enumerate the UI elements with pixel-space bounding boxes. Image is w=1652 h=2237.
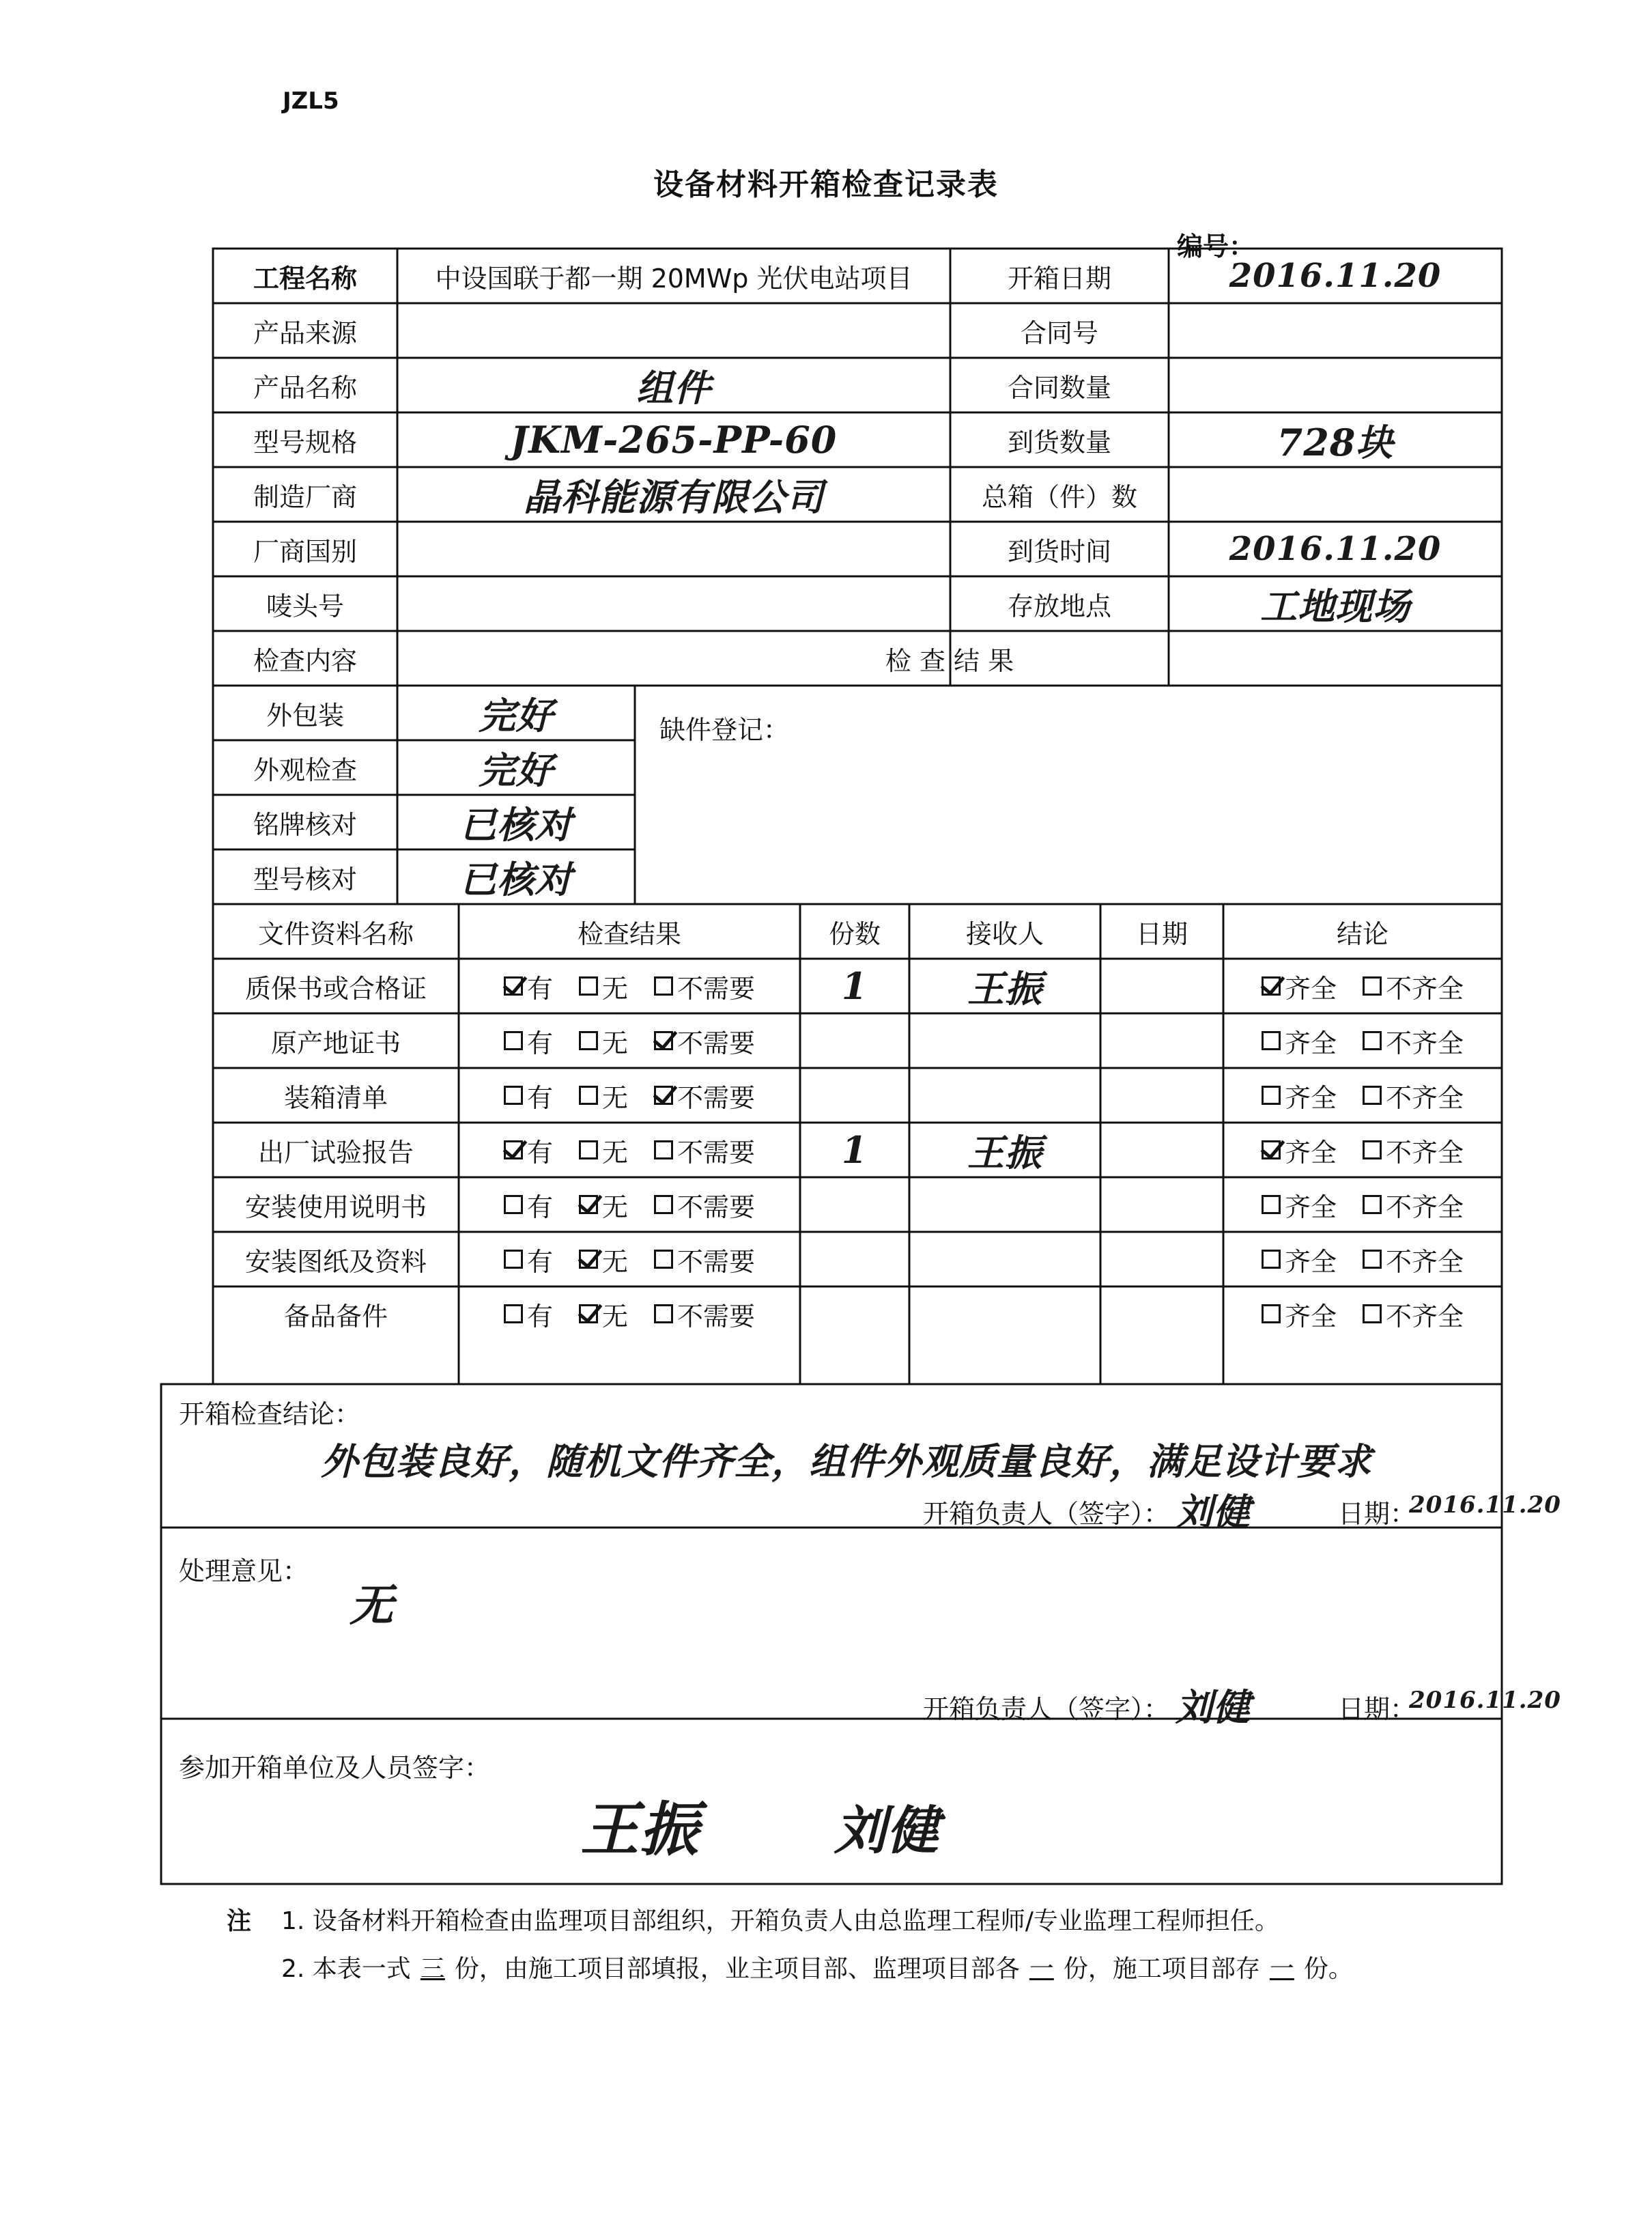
handling-date-label: 日期： <box>1338 1694 1416 1724</box>
doc-row-6-not_needed-label: 不需要 <box>677 1246 756 1277</box>
doc-row-1-name: 质保书或合格证 <box>244 973 427 1004</box>
doc-row-2-option-incomplete[interactable] <box>1363 1022 1464 1060</box>
doc-row-4-check-result <box>459 1123 800 1177</box>
doc-row-7-none-label: 无 <box>601 1301 628 1332</box>
doc-row-2-option-none[interactable] <box>579 1022 628 1060</box>
label-total-boxes: 总箱（件）数 <box>981 481 1137 512</box>
notes-line-2 <box>281 1950 1353 1984</box>
doc-row-1-option-not_needed[interactable] <box>654 968 755 1005</box>
doc-row-5-not_needed-label: 不需要 <box>677 1192 756 1222</box>
doc-row-5-none-checkbox[interactable] <box>579 1195 598 1214</box>
doc-row-6-option-complete[interactable] <box>1262 1241 1337 1278</box>
doc-row-6-none-checkbox[interactable] <box>579 1250 598 1269</box>
conclusion-date: 2016.11.20 <box>1409 1491 1561 1519</box>
doc-row-4-copies: 1 <box>841 1128 868 1172</box>
label-product-name: 产品名称 <box>253 372 357 403</box>
doc-row-3-incomplete-label: 不齐全 <box>1386 1082 1464 1113</box>
doc-row-7-complete-label: 齐全 <box>1284 1301 1337 1332</box>
conclusion-signature: 刘健 <box>1176 1490 1251 1534</box>
participant-signature-1: 王振 <box>580 1795 699 1864</box>
doc-row-7-not_needed-label: 不需要 <box>677 1301 756 1332</box>
doc-row-2-not_needed-label: 不需要 <box>677 1028 756 1058</box>
doc-row-3-none-label: 无 <box>601 1082 628 1113</box>
handling-signature: 刘健 <box>1176 1685 1251 1729</box>
doc-row-2-name: 原产地证书 <box>270 1028 401 1058</box>
doc-row-2-date <box>1100 1013 1223 1068</box>
docs-header-check: 检查结果 <box>577 918 681 949</box>
conclusion-label: 开箱检查结论： <box>179 1399 361 1429</box>
doc-row-7-complete-checkbox[interactable] <box>1262 1304 1281 1323</box>
doc-row-4-none-checkbox[interactable] <box>579 1140 598 1159</box>
doc-row-2-copies <box>800 1013 909 1068</box>
doc-row-5-option-none[interactable] <box>579 1186 628 1224</box>
doc-row-4-incomplete-label: 不齐全 <box>1386 1137 1464 1168</box>
doc-row-3-option-complete[interactable] <box>1262 1077 1337 1114</box>
doc-row-3-date <box>1100 1068 1223 1123</box>
handling-date: 2016.11.20 <box>1409 1687 1561 1714</box>
doc-row-2-incomplete-checkbox[interactable] <box>1363 1031 1382 1050</box>
label-inspection-content: 检查内容 <box>253 645 357 676</box>
doc-row-6-complete-checkbox[interactable] <box>1262 1250 1281 1269</box>
page-title: 设备材料开箱检查记录表 <box>653 167 999 202</box>
doc-row-4-have-checkbox[interactable] <box>504 1140 523 1159</box>
doc-row-5-complete-label: 齐全 <box>1284 1192 1337 1222</box>
doc-row-1-complete-checkbox[interactable] <box>1262 976 1281 996</box>
notes-copies-total: 三 <box>420 1955 445 1983</box>
doc-row-2-incomplete-label: 不齐全 <box>1386 1028 1464 1058</box>
doc-row-7-check-result <box>459 1286 800 1341</box>
label-contract-quantity: 合同数量 <box>1007 372 1111 403</box>
doc-row-6-option-not_needed[interactable] <box>654 1241 755 1278</box>
doc-row-2-have-label: 有 <box>526 1028 553 1058</box>
label-model-check: 型号核对 <box>253 864 357 895</box>
label-open-date: 开箱日期 <box>1007 263 1111 294</box>
doc-row-7-have-label: 有 <box>526 1301 553 1332</box>
docs-header-receiver: 接收人 <box>965 918 1044 949</box>
doc-row-2-option-have[interactable] <box>504 1022 553 1060</box>
doc-row-6-option-have[interactable] <box>504 1241 553 1278</box>
label-shipping-mark: 唛头号 <box>266 591 344 621</box>
doc-row-6-conclusion <box>1223 1232 1502 1286</box>
doc-row-6-option-incomplete[interactable] <box>1363 1241 1464 1278</box>
value-arrival-time: 2016.11.20 <box>1229 530 1442 568</box>
notes-line-1: 1. 设备材料开箱检查由监理项目部组织，开箱负责人由总监理工程师/专业监理工程师担任。 <box>281 1907 1279 1935</box>
doc-row-1-option-incomplete[interactable] <box>1363 968 1464 1005</box>
notes-prefix: 注 <box>227 1907 252 1935</box>
doc-row-7-option-none[interactable] <box>579 1295 628 1333</box>
doc-row-3-incomplete-checkbox[interactable] <box>1363 1086 1382 1105</box>
doc-row-7-not_needed-checkbox[interactable] <box>654 1304 673 1323</box>
docs-header-copies: 份数 <box>828 918 881 949</box>
doc-row-4-conclusion <box>1223 1123 1502 1177</box>
doc-row-1-option-complete[interactable] <box>1262 968 1337 1005</box>
doc-row-5-have-checkbox[interactable] <box>504 1195 523 1214</box>
doc-row-2-not_needed-checkbox[interactable] <box>654 1031 673 1050</box>
doc-row-1-option-have[interactable] <box>504 968 553 1005</box>
doc-row-2-receiver <box>909 1013 1100 1068</box>
doc-row-1-not_needed-checkbox[interactable] <box>654 976 673 996</box>
doc-row-2-option-not_needed[interactable] <box>654 1022 755 1060</box>
docs-header-date: 日期 <box>1135 918 1188 949</box>
doc-row-1-check-result <box>459 959 800 1013</box>
doc-row-4-incomplete-checkbox[interactable] <box>1363 1140 1382 1159</box>
notes-line-2-part-b: 份，由施工项目部填报，业主项目部、监理项目部各 <box>454 1955 1020 1983</box>
doc-row-5-conclusion <box>1223 1177 1502 1232</box>
doc-row-2-have-checkbox[interactable] <box>504 1031 523 1050</box>
doc-row-6-complete-label: 齐全 <box>1284 1246 1337 1277</box>
doc-row-5-none-label: 无 <box>601 1192 628 1222</box>
doc-row-2-none-checkbox[interactable] <box>579 1031 598 1050</box>
label-arrival-quantity: 到货数量 <box>1007 427 1111 458</box>
label-appearance-check: 外观检查 <box>253 755 357 785</box>
doc-row-7-incomplete-checkbox[interactable] <box>1363 1304 1382 1323</box>
doc-row-5-not_needed-checkbox[interactable] <box>654 1195 673 1214</box>
doc-row-5-copies <box>800 1177 909 1232</box>
label-storage-location: 存放地点 <box>1007 591 1111 621</box>
doc-row-1-receiver: 王振 <box>967 966 1042 1011</box>
label-project-name: 工程名称 <box>253 263 357 294</box>
doc-row-6-incomplete-checkbox[interactable] <box>1363 1250 1382 1269</box>
doc-row-1-incomplete-checkbox[interactable] <box>1363 976 1382 996</box>
value-arrival-quantity: 728块 <box>1277 420 1394 464</box>
doc-row-4-option-not_needed[interactable] <box>654 1131 755 1169</box>
doc-row-5-complete-checkbox[interactable] <box>1262 1195 1281 1214</box>
doc-row-5-receiver <box>909 1177 1100 1232</box>
notes-copies-each: 一 <box>1029 1955 1054 1983</box>
doc-row-1-copies: 1 <box>841 964 868 1008</box>
label-manufacturer: 制造厂商 <box>253 481 357 512</box>
value-appearance-check: 完好 <box>479 748 554 792</box>
doc-row-3-not_needed-label: 不需要 <box>677 1082 756 1113</box>
doc-row-3-name: 装箱清单 <box>283 1082 388 1113</box>
document-code: JZL5 <box>283 87 339 115</box>
doc-row-3-option-not_needed[interactable] <box>654 1077 755 1114</box>
value-product-name: 组件 <box>636 365 711 410</box>
doc-row-2-complete-label: 齐全 <box>1284 1028 1337 1058</box>
doc-row-4-have-label: 有 <box>526 1137 553 1168</box>
doc-row-5-date <box>1100 1177 1223 1232</box>
serial-number-label: 编号： <box>1177 231 1255 262</box>
doc-row-4-option-none[interactable] <box>579 1131 628 1169</box>
doc-row-4-option-incomplete[interactable] <box>1363 1131 1464 1169</box>
doc-row-2-check-result <box>459 1013 800 1068</box>
doc-row-7-date <box>1100 1286 1223 1341</box>
doc-row-4-complete-label: 齐全 <box>1284 1137 1337 1168</box>
doc-row-7-option-have[interactable] <box>504 1295 553 1333</box>
handling-label: 处理意见： <box>179 1556 309 1586</box>
doc-row-4-complete-checkbox[interactable] <box>1262 1140 1281 1159</box>
doc-row-3-option-incomplete[interactable] <box>1363 1077 1464 1114</box>
doc-row-2-complete-checkbox[interactable] <box>1262 1031 1281 1050</box>
value-outer-packaging: 完好 <box>479 693 554 737</box>
doc-row-7-copies <box>800 1286 909 1341</box>
doc-row-3-not_needed-checkbox[interactable] <box>654 1086 673 1105</box>
doc-row-1-none-checkbox[interactable] <box>579 976 598 996</box>
doc-row-4-none-label: 无 <box>601 1137 628 1168</box>
doc-row-6-have-checkbox[interactable] <box>504 1250 523 1269</box>
doc-row-5-option-have[interactable] <box>504 1186 553 1224</box>
label-product-source: 产品来源 <box>253 318 357 348</box>
conclusion-date-label: 日期： <box>1338 1499 1416 1529</box>
doc-row-5-incomplete-checkbox[interactable] <box>1363 1195 1382 1214</box>
doc-row-2-conclusion <box>1223 1013 1502 1068</box>
doc-row-4-option-complete[interactable] <box>1262 1131 1337 1169</box>
notes-line-2-part-c: 份，施工项目部存 <box>1063 1955 1260 1983</box>
doc-row-6-date <box>1100 1232 1223 1286</box>
doc-row-4-name: 出厂试验报告 <box>257 1137 414 1168</box>
doc-row-4-date <box>1100 1123 1223 1177</box>
doc-row-6-none-label: 无 <box>601 1246 628 1277</box>
conclusion-signer-label: 开箱负责人（签字）： <box>923 1499 1170 1529</box>
docs-header-name: 文件资料名称 <box>257 918 414 949</box>
doc-row-6-copies <box>800 1232 909 1286</box>
doc-row-2-option-complete[interactable] <box>1262 1022 1337 1060</box>
doc-row-1-date <box>1100 959 1223 1013</box>
doc-row-6-have-label: 有 <box>526 1246 553 1277</box>
value-manufacturer: 晶科能源有限公司 <box>524 475 824 519</box>
doc-row-1-option-none[interactable] <box>579 968 628 1005</box>
docs-header-conclusion: 结论 <box>1336 918 1388 949</box>
doc-row-4-not_needed-label: 不需要 <box>677 1137 756 1168</box>
doc-row-1-complete-label: 齐全 <box>1284 973 1337 1004</box>
doc-row-7-none-checkbox[interactable] <box>579 1304 598 1323</box>
doc-row-7-incomplete-label: 不齐全 <box>1386 1301 1464 1332</box>
label-manufacturer-country: 厂商国别 <box>253 536 357 567</box>
doc-row-1-none-label: 无 <box>601 973 628 1004</box>
doc-row-3-have-checkbox[interactable] <box>504 1086 523 1105</box>
label-model-spec: 型号规格 <box>253 427 357 458</box>
doc-row-7-option-not_needed[interactable] <box>654 1295 755 1333</box>
doc-row-5-option-complete[interactable] <box>1262 1186 1337 1224</box>
value-open-date: 2016.11.20 <box>1229 257 1442 295</box>
doc-row-1-incomplete-label: 不齐全 <box>1386 973 1464 1004</box>
doc-row-6-name: 安装图纸及资料 <box>244 1246 427 1277</box>
label-outer-packaging: 外包装 <box>266 700 344 731</box>
doc-row-6-not_needed-checkbox[interactable] <box>654 1250 673 1269</box>
doc-row-6-receiver <box>909 1232 1100 1286</box>
doc-row-7-receiver <box>909 1286 1100 1341</box>
label-arrival-time: 到货时间 <box>1007 536 1111 567</box>
doc-row-7-name: 备品备件 <box>283 1301 388 1332</box>
doc-row-4-receiver: 王振 <box>967 1130 1042 1174</box>
notes-line-2-part-d: 份。 <box>1303 1955 1353 1983</box>
notes-copies-keep: 一 <box>1269 1955 1294 1983</box>
participant-signature-2: 刘健 <box>834 1800 939 1861</box>
doc-row-7-option-complete[interactable] <box>1262 1295 1337 1333</box>
doc-row-3-copies <box>800 1068 909 1123</box>
participants-label: 参加开箱单位及人员签字： <box>179 1753 491 1783</box>
doc-row-6-option-none[interactable] <box>579 1241 628 1278</box>
doc-row-3-option-none[interactable] <box>579 1077 628 1114</box>
handling-text: 无 <box>350 1580 394 1631</box>
doc-row-3-check-result <box>459 1068 800 1123</box>
doc-row-5-have-label: 有 <box>526 1192 553 1222</box>
doc-row-3-have-label: 有 <box>526 1082 553 1113</box>
doc-row-3-complete-checkbox[interactable] <box>1262 1086 1281 1105</box>
doc-row-3-receiver <box>909 1068 1100 1123</box>
inspection-result-header: 检 查 结 果 <box>885 645 1014 676</box>
doc-row-1-not_needed-label: 不需要 <box>677 973 756 1004</box>
doc-row-3-none-checkbox[interactable] <box>579 1086 598 1105</box>
doc-row-4-not_needed-checkbox[interactable] <box>654 1140 673 1159</box>
value-project-name: 中设国联于都一期 20MWp 光伏电站项目 <box>435 263 913 294</box>
doc-row-5-incomplete-label: 不齐全 <box>1386 1192 1464 1222</box>
doc-row-7-have-checkbox[interactable] <box>504 1304 523 1323</box>
doc-row-3-option-have[interactable] <box>504 1077 553 1114</box>
doc-row-6-incomplete-label: 不齐全 <box>1386 1246 1464 1277</box>
doc-row-5-name: 安装使用说明书 <box>244 1192 427 1222</box>
doc-row-1-have-label: 有 <box>526 973 553 1004</box>
doc-row-6-check-result <box>459 1232 800 1286</box>
doc-row-7-option-incomplete[interactable] <box>1363 1295 1464 1333</box>
handling-signer-label: 开箱负责人（签字）： <box>923 1694 1170 1724</box>
doc-row-4-option-have[interactable] <box>504 1131 553 1169</box>
doc-row-7-conclusion <box>1223 1286 1502 1341</box>
doc-row-3-complete-label: 齐全 <box>1284 1082 1337 1113</box>
conclusion-text: 外包装良好，随机文件齐全，组件外观质量良好，满足设计要求 <box>321 1439 1372 1483</box>
doc-row-1-conclusion <box>1223 959 1502 1013</box>
doc-row-1-have-checkbox[interactable] <box>504 976 523 996</box>
label-nameplate-check: 铭牌核对 <box>253 809 357 840</box>
value-storage-location: 工地现场 <box>1260 584 1410 628</box>
value-model-check: 已核对 <box>459 857 573 901</box>
doc-row-5-check-result <box>459 1177 800 1232</box>
value-model-spec: JKM-265-PP-60 <box>510 418 838 462</box>
doc-row-3-conclusion <box>1223 1068 1502 1123</box>
notes-line-2-part-a: 2. 本表一式 <box>281 1955 411 1983</box>
label-contract-number: 合同号 <box>1020 318 1098 348</box>
missing-parts-label: 缺件登记： <box>659 715 790 745</box>
value-nameplate-check: 已核对 <box>459 802 573 847</box>
doc-row-2-none-label: 无 <box>601 1028 628 1058</box>
doc-row-5-option-not_needed[interactable] <box>654 1186 755 1224</box>
doc-row-5-option-incomplete[interactable] <box>1363 1186 1464 1224</box>
